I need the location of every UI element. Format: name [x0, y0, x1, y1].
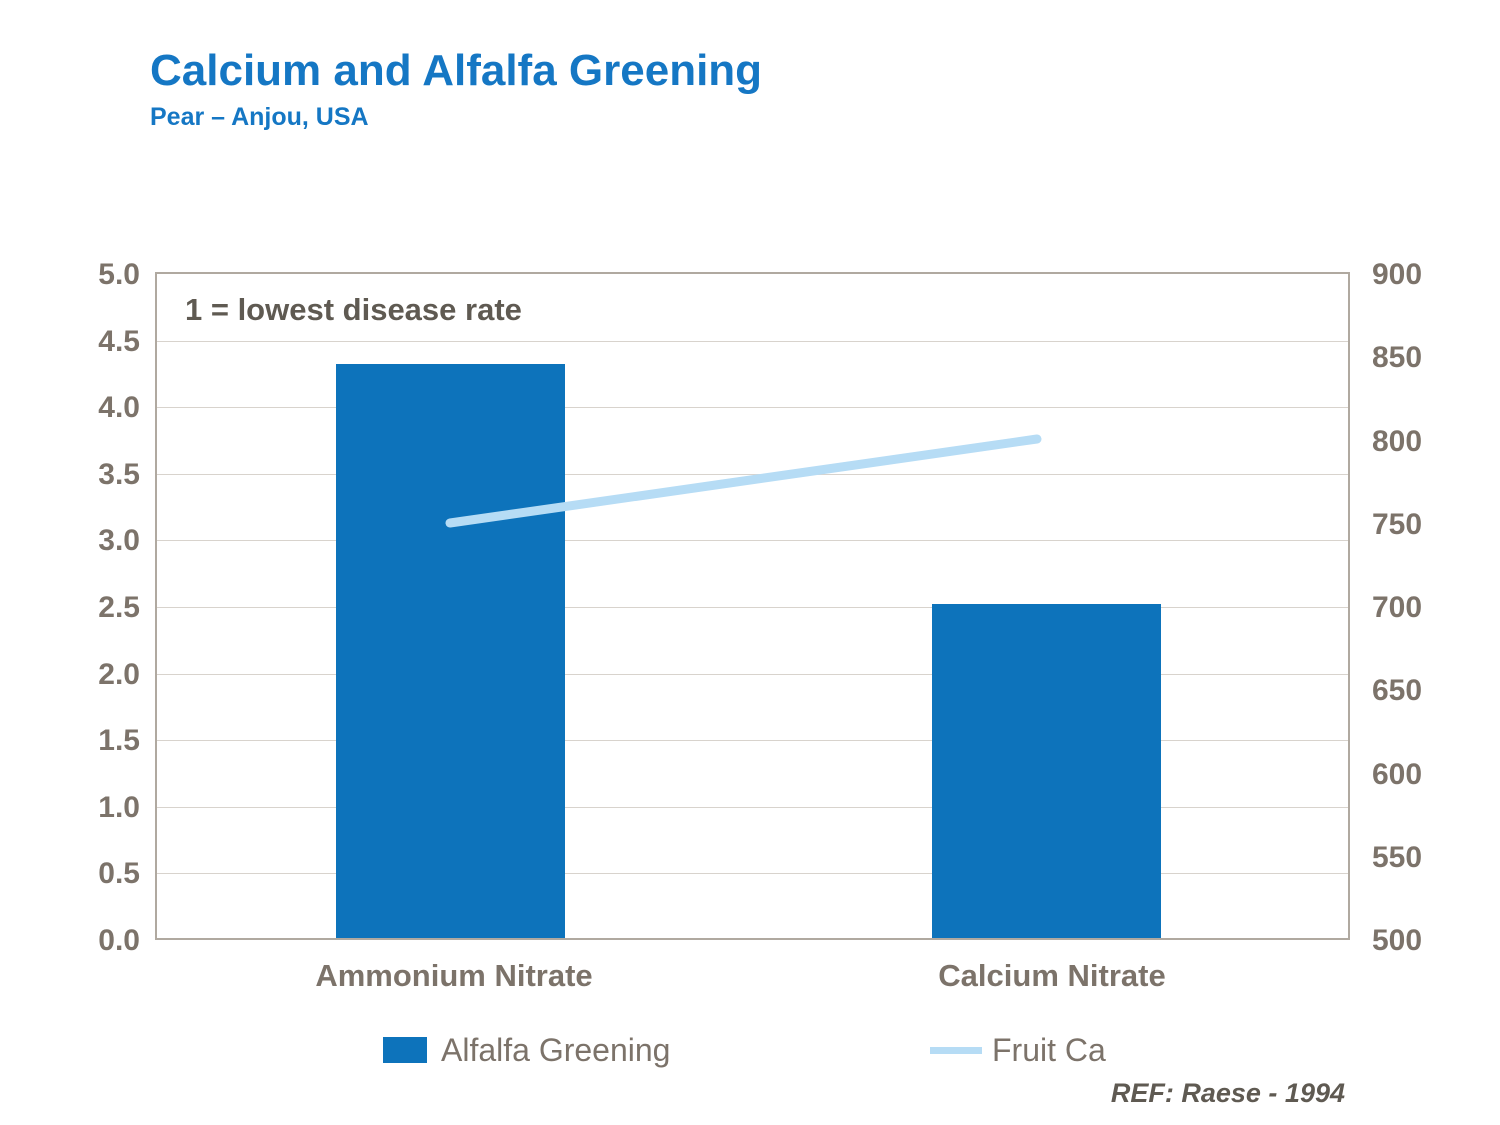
category-label-calcium-nitrate: Calcium Nitrate	[938, 958, 1166, 993]
left-tick: 3.0	[98, 524, 140, 558]
category-label-ammonium-nitrate: Ammonium Nitrate	[315, 958, 593, 993]
left-tick: 2.5	[98, 591, 140, 624]
right-tick: 800	[1372, 424, 1423, 458]
left-tick: 1.5	[98, 724, 140, 758]
right-tick: 700	[1372, 591, 1423, 624]
reference-note: REF: Raese - 1994	[1110, 1078, 1345, 1108]
left-tick: 0.0	[98, 924, 140, 957]
left-tick: 3.5	[98, 457, 140, 491]
left-tick: 1.0	[98, 790, 140, 824]
legend-item-alfalfa-greening	[383, 1030, 670, 1070]
title-block	[150, 48, 762, 132]
right-tick: 600	[1372, 757, 1423, 791]
left-tick: 4.5	[98, 324, 140, 358]
right-tick: 650	[1372, 674, 1423, 708]
fruit-ca-line	[157, 274, 1348, 938]
right-tick: 750	[1372, 507, 1423, 541]
left-tick: 2.0	[98, 657, 140, 691]
legend-item-fruit-ca	[930, 1030, 1106, 1070]
legend-bar-swatch-icon	[383, 1037, 427, 1063]
plot-annotation: 1 = lowest disease rate	[185, 292, 522, 327]
legend-line-swatch-icon	[930, 1047, 982, 1054]
right-tick: 550	[1372, 840, 1423, 874]
legend-label: Alfalfa Greening	[441, 1031, 671, 1068]
right-tick: 850	[1372, 341, 1423, 375]
right-tick: 900	[1372, 258, 1423, 291]
legend	[0, 1030, 1500, 1070]
plot-area	[155, 272, 1350, 940]
right-tick: 500	[1372, 924, 1423, 957]
page-title: Calcium and Alfalfa Greening	[150, 46, 763, 95]
chart-subtitle: Pear – Anjou, USA	[150, 103, 369, 132]
left-tick: 4.0	[98, 391, 140, 425]
left-tick: 0.5	[98, 857, 140, 891]
left-tick: 5.0	[98, 258, 140, 291]
legend-label: Fruit Ca	[992, 1031, 1106, 1068]
